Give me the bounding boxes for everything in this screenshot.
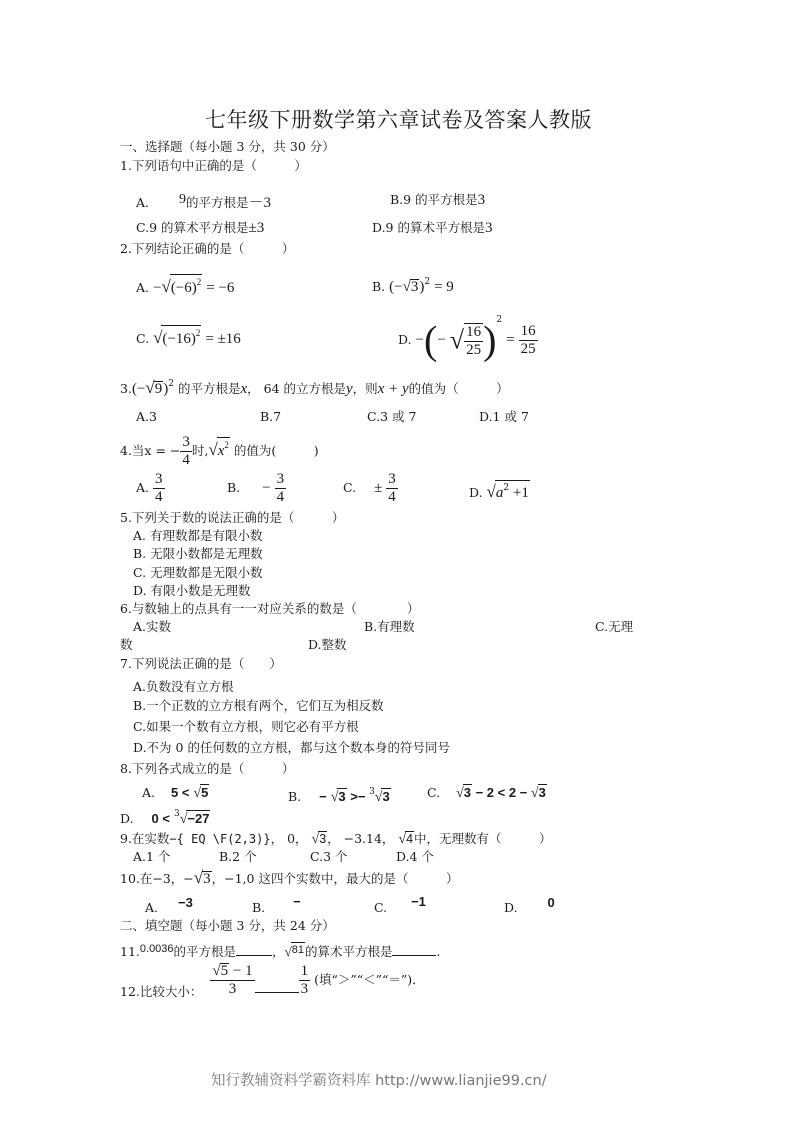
answer-blank-1[interactable] (236, 943, 272, 956)
math-sign: − (153, 280, 162, 296)
question-10-option-a (145, 895, 193, 916)
math-sign: − (262, 480, 271, 496)
denominator: 4 (182, 452, 190, 468)
numerator-rest: − 1 (229, 963, 253, 979)
radicand: 3 (382, 789, 390, 804)
question-9-option-a: A.1 个 (133, 849, 171, 864)
option-value: ±3 (248, 220, 265, 236)
question-7-option-c: C.如果一个数有立方根，则它必有平方根 (133, 719, 359, 734)
question-7-stem: 7.下列说法正确的是（ ） (120, 656, 282, 671)
radicand-value: x (217, 443, 225, 459)
numerator: 1 (300, 963, 309, 979)
radicand: 4 (406, 832, 414, 846)
denominator: 25 (520, 341, 536, 357)
stem-text: 中，无理数有（ ） (414, 831, 552, 846)
stem-text: 12.比较大小： (120, 984, 203, 999)
radicand-rest: +1 (509, 485, 529, 501)
question-1-stem: 1.下列语句中正确的是（ ） (120, 158, 307, 173)
sqrt-icon: √ (208, 440, 218, 459)
option-label: B. (227, 480, 241, 495)
sqrt-icon: √ (284, 944, 292, 959)
sqrt-icon: √ (153, 328, 163, 347)
question-7-option-a: A.负数没有立方根 (133, 679, 234, 694)
question-6-option-c: C.无理 (595, 619, 634, 634)
question-6-option-a: A.实数 (133, 619, 172, 634)
numerator: 16 (520, 323, 536, 339)
option-value: 9 (178, 192, 186, 207)
question-3-option-a: A.3 (136, 409, 157, 424)
option-label: B. (252, 900, 266, 915)
question-5-option-b: B. 无限小数都是无理数 (133, 546, 263, 561)
right-paren-icon: ) (483, 317, 497, 363)
period: . (436, 944, 441, 959)
option-value: 3 (484, 220, 493, 236)
option-text: 的平方根是 (185, 195, 249, 210)
exponent: 2 (496, 315, 503, 325)
math-rhs: = 9 (434, 279, 454, 295)
sum-expr: x + y (377, 381, 409, 397)
field-code-fraction: −{ EQ \F(2,3)} (169, 832, 271, 846)
question-3-option-b: B.7 (260, 409, 282, 424)
option-value: 0 (547, 895, 555, 910)
denominator: 4 (388, 489, 396, 505)
question-9-stem (120, 831, 552, 848)
numerator: 3 (388, 471, 396, 487)
question-10-stem (120, 870, 458, 887)
fraction-left (210, 963, 254, 998)
left-paren-icon: ( (424, 317, 438, 363)
math-expr: 0 < (151, 811, 170, 826)
question-2-option-c (136, 325, 241, 347)
option-label: A. (136, 280, 150, 295)
variable-y: y (346, 381, 353, 397)
radicand: 5 (220, 963, 229, 979)
question-8-option-c (427, 784, 547, 802)
question-1-option-c (136, 220, 264, 236)
section-heading-fill-in: 二、填空题（每小题 3 分，共 24 分） (120, 918, 335, 933)
radicand (217, 437, 230, 459)
hint-text: (填“＞”“＜”“＝”)． (314, 972, 425, 987)
fraction (386, 471, 398, 506)
question-8-option-a (142, 784, 209, 802)
radicand: 3 (463, 785, 471, 800)
question-6-option-d: D.整数 (308, 637, 347, 652)
variable-x: x (240, 381, 248, 397)
radicand (495, 480, 530, 501)
option-label: A. (145, 900, 159, 915)
radicand: 5 (201, 785, 209, 800)
radicand: −27 (187, 811, 210, 826)
answer-blank-2[interactable] (392, 943, 436, 956)
math-rhs: = −6 (206, 280, 235, 296)
option-label: C. (136, 331, 150, 346)
equals: = (506, 332, 515, 348)
question-4-option-b (227, 471, 286, 506)
radicand: 3 (319, 832, 327, 846)
option-label: A. (142, 785, 156, 800)
option-label: A. (136, 195, 150, 210)
exponent: 2 (168, 379, 174, 389)
answer-blank-compare[interactable] (255, 980, 299, 993)
numerator: 3 (182, 434, 190, 450)
radicand: 3 (538, 785, 546, 800)
sqrt-icon: √ (145, 378, 155, 397)
math-rhs: = ±16 (205, 331, 241, 347)
question-7-option-b: B.一个正数的立方根有两个，它们互为相反数 (133, 698, 384, 713)
fraction (464, 323, 483, 359)
question-7-option-d: D.不为 0 的任何数的立方根，都与这个数本身的符号同号 (133, 740, 450, 755)
exponent: 2 (195, 328, 201, 338)
radicand: 3 (410, 279, 419, 295)
sqrt-icon: √ (193, 786, 202, 801)
question-11-stem (120, 941, 440, 960)
sqrt-icon: √ (398, 832, 407, 847)
stem-text: ，−1,0 这四个实数中，最大的是（ ） (211, 871, 459, 886)
question-number: 3. (120, 381, 132, 396)
denominator: 25 (466, 341, 482, 358)
question-6-stem: 6.与数轴上的点具有一一对应关系的数是（ ） (120, 601, 420, 616)
root-index: 3 (173, 809, 180, 819)
section-heading-choice: 一、选择题（每小题 3 分，共 30 分） (120, 139, 335, 154)
question-4-stem (120, 434, 319, 469)
cbrt-icon: √ (179, 812, 188, 827)
stem-text: 时, (191, 443, 209, 458)
option-label: A. (136, 480, 150, 495)
sqrt-icon: √ (212, 963, 221, 979)
denominator: 4 (276, 489, 285, 505)
math-expr: 5 < (170, 785, 190, 800)
stem-text: 的算术平方根是 (304, 944, 393, 959)
numerator: 3 (155, 471, 163, 487)
denominator: 4 (155, 489, 163, 505)
question-3-option-c: C.3 或 7 (367, 409, 417, 424)
question-5-option-a: A. 有理数都是有限小数 (133, 528, 263, 543)
radicand-value: (−16) (162, 331, 196, 347)
stem-text: 的平方根是 (173, 381, 241, 396)
question-4-option-c (343, 471, 398, 506)
question-12-stem (120, 963, 425, 998)
root-index: 3 (369, 787, 375, 797)
question-5-option-d: D. 有限小数是无理数 (133, 583, 251, 598)
question-1-option-b (390, 192, 485, 208)
fraction (519, 323, 538, 358)
sqrt-icon: √ (449, 325, 465, 355)
radicand: 3 (338, 789, 346, 804)
fraction (180, 434, 192, 469)
math-sign: − (437, 332, 446, 348)
question-8-option-d (120, 806, 210, 828)
decimal-value: 0.0036 (139, 943, 174, 955)
radicand: 81 (291, 944, 304, 956)
option-text: B.9 的平方根是 (390, 192, 478, 207)
question-number: 4.当x = − (120, 443, 181, 458)
math-expr: − 2 < 2 − (471, 785, 531, 800)
exponent: 2 (224, 440, 229, 450)
fraction-right (299, 963, 311, 998)
sqrt-icon: √ (330, 790, 339, 805)
math-sign: − (319, 789, 327, 804)
cbrt-icon: √ (374, 790, 383, 805)
question-3-option-d: D.1 或 7 (479, 409, 529, 424)
radicand: 3 (203, 871, 211, 887)
question-10-option-c (374, 894, 426, 916)
page-title: 七年级下册数学第六章试卷及答案人教版 (205, 108, 592, 132)
numerator (210, 963, 254, 981)
question-2-stem: 2.下列结论正确的是（ ） (120, 241, 295, 256)
question-8-option-b (288, 784, 391, 806)
denominator: 3 (228, 981, 237, 997)
question-9-option-c: C.3 个 (310, 849, 348, 864)
option-label: B. (372, 279, 386, 294)
question-8-stem: 8.下列各式成立的是（ ） (120, 761, 295, 776)
option-label: B. (288, 789, 302, 804)
sqrt-icon: √ (486, 482, 496, 501)
sqrt-icon: √ (530, 786, 539, 801)
question-2-option-d (398, 312, 538, 361)
option-text: D.9 的算术平方根是 (372, 220, 485, 235)
question-9-option-d: D.4 个 (396, 849, 434, 864)
option-label: D. (469, 485, 483, 500)
stem-text: ， 64 的立方根是 (247, 381, 346, 396)
question-4-option-d (469, 480, 530, 501)
question-1-option-a (136, 192, 271, 211)
exponent: 2 (196, 277, 202, 287)
fraction (275, 471, 287, 506)
math-expr: (−√ (389, 279, 411, 295)
option-text: C.9 的算术平方根是 (136, 220, 249, 235)
question-5-option-c: C. 无理数都是无限小数 (133, 565, 263, 580)
stem-text: 10.在−3，− (120, 871, 194, 886)
question-6-option-b: B.有理数 (364, 619, 415, 634)
stem-text: 9.在实数 (120, 831, 170, 846)
radicand-value: (−6) (170, 280, 197, 296)
sqrt-icon: √ (311, 832, 320, 847)
question-1-option-d (372, 220, 492, 236)
question-2-option-b (372, 274, 454, 295)
question-3-stem (120, 376, 509, 397)
math-expr: ) (419, 279, 425, 295)
stem-text: ， −3.14， (327, 831, 399, 846)
math-sign: ± (374, 480, 383, 496)
exponent: 2 (424, 277, 431, 287)
radicand: 9 (154, 381, 163, 397)
sqrt-icon: √ (456, 786, 464, 801)
question-9-option-b: B.2 个 (219, 849, 257, 864)
question-6-option-c-wrap: 数 (120, 637, 133, 652)
stem-text: ，则 (352, 381, 378, 396)
question-2-option-a (136, 274, 234, 296)
math-sign: − (415, 332, 425, 348)
option-label: D. (120, 811, 134, 826)
question-number: 11. (120, 944, 140, 959)
option-value: − (293, 894, 301, 909)
stem-text: ， 0， (270, 831, 312, 846)
math-expr: (− (131, 381, 146, 397)
math-expr: ) (163, 381, 169, 397)
option-label: C. (343, 480, 357, 495)
question-4-option-a (136, 471, 165, 506)
option-label: D. (504, 900, 518, 915)
radicand-base: a (495, 485, 504, 501)
option-value: 3 (477, 192, 486, 208)
radicand (161, 325, 201, 347)
option-value: －3 (248, 195, 272, 211)
radicand (170, 274, 202, 296)
question-5-stem: 5.下列关于数的说法正确的是（ ） (120, 510, 345, 525)
stem-text: 的值为（ ） (408, 381, 509, 396)
math-expr: >− (346, 789, 370, 804)
option-label: C. (374, 900, 388, 915)
question-10-option-d (504, 895, 555, 916)
option-label: C. (427, 785, 441, 800)
sqrt-icon: √ (193, 868, 204, 887)
option-value: −1 (411, 894, 426, 909)
numerator: 16 (466, 323, 482, 340)
question-10-option-b (252, 894, 301, 916)
fraction (153, 471, 165, 506)
option-value: −3 (178, 895, 193, 910)
denominator: 3 (300, 981, 309, 997)
footer-watermark: 知行教辅资料学霸资料库 http://www.lianjie99.cn/ (211, 1073, 547, 1089)
stem-text: 的平方根是 (173, 944, 237, 959)
sqrt-icon: √ (161, 277, 171, 296)
option-label: D. (398, 332, 412, 347)
numerator: 3 (276, 471, 285, 487)
stem-text: 的值为( ) (229, 443, 319, 458)
separator: ， (272, 944, 285, 959)
exponent: 2 (503, 483, 510, 493)
